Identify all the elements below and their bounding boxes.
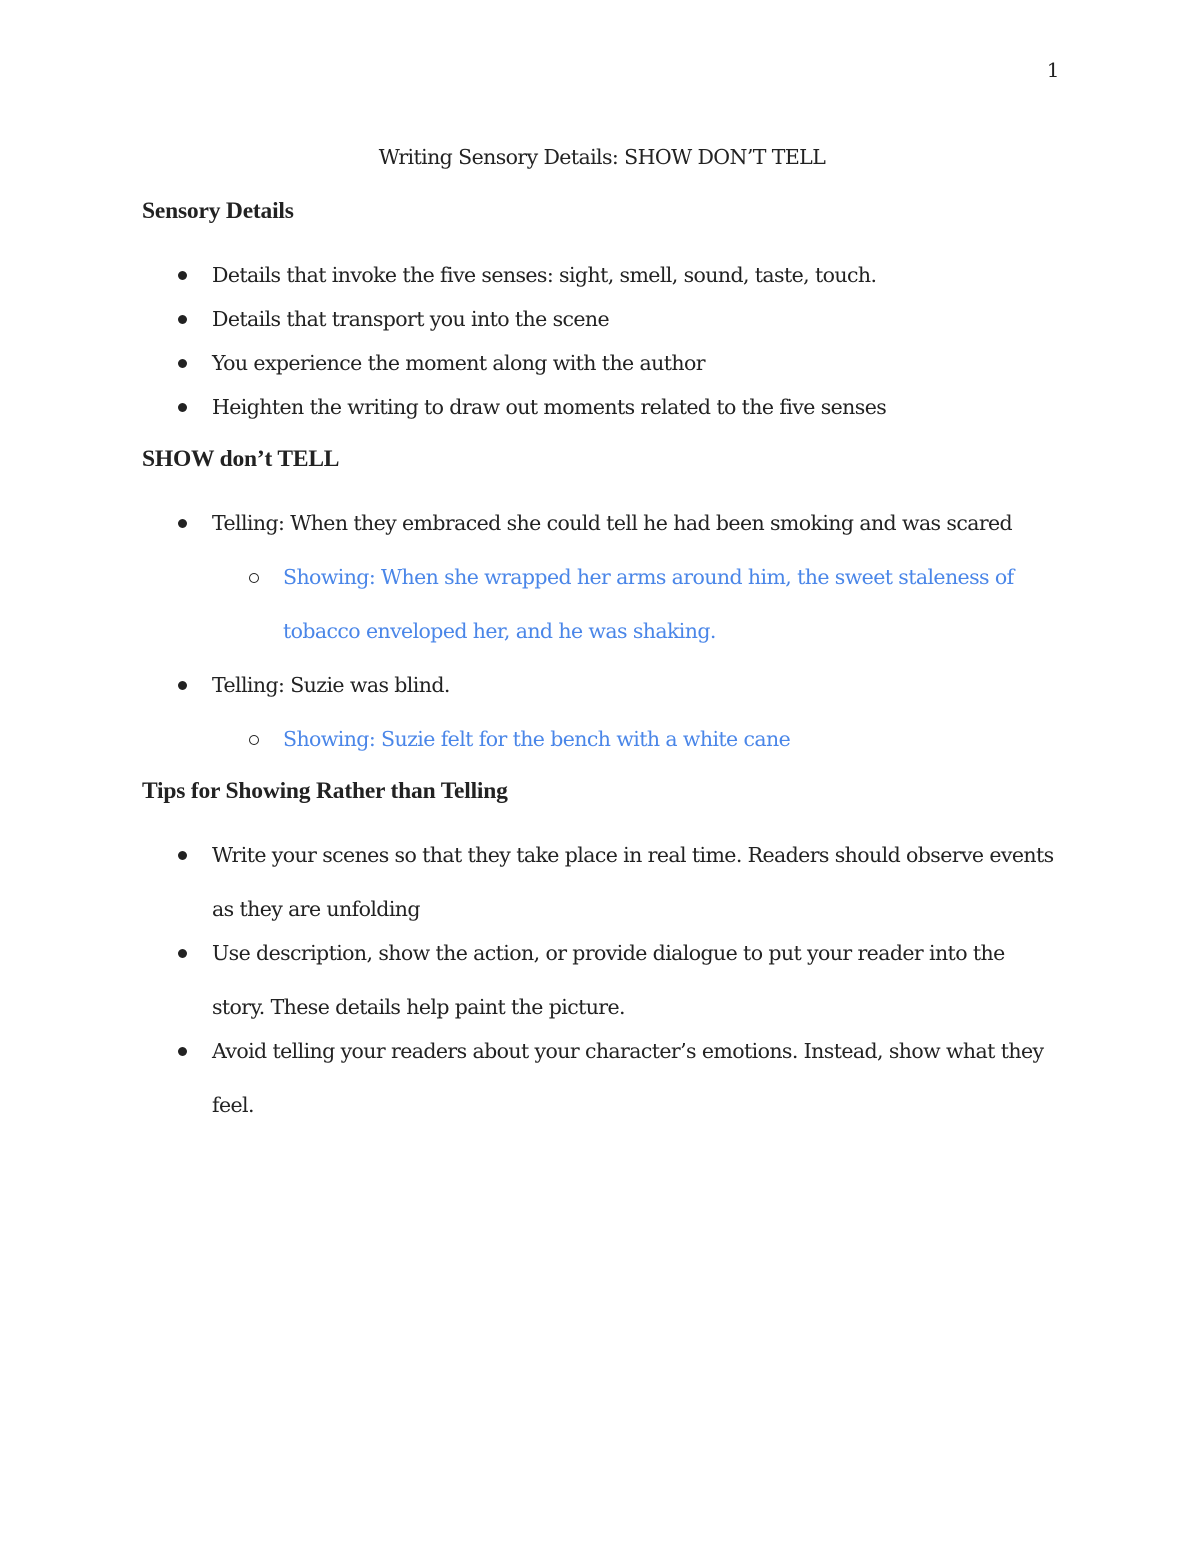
- bullet-circle-icon: [249, 735, 259, 745]
- list-item-text: Use description, show the action, or provide dialogue to put your reader into the story. These details help paint the picture.: [212, 941, 1005, 1019]
- bullet-list: [142, 828, 1062, 1132]
- list-item-text: You experience the moment along with the author: [212, 351, 705, 375]
- list-item: [142, 380, 1062, 434]
- bullet-disc-icon: [178, 1047, 187, 1056]
- bullet-disc-icon: [178, 403, 187, 412]
- section-heading: Sensory Details: [142, 198, 294, 224]
- bullet-disc-icon: [178, 949, 187, 958]
- section-show-dont-tell: [142, 442, 1062, 766]
- telling-example-text: Telling: When they embraced she could tell he had been smoking and was scared: [212, 511, 1013, 535]
- bullet-disc-icon: [178, 315, 187, 324]
- bullet-disc-icon: [178, 271, 187, 280]
- list-item-text: Details that invoke the five senses: sight, smell, sound, taste, touch.: [212, 263, 877, 287]
- bullet-list: [142, 248, 1062, 434]
- section-sensory-details: [142, 194, 1062, 434]
- list-item: [142, 496, 1062, 550]
- list-item: [142, 658, 1062, 712]
- bullet-disc-icon: [178, 851, 187, 860]
- sub-bullet-list: [142, 712, 1062, 766]
- section-heading: Tips for Showing Rather than Telling: [142, 778, 508, 804]
- sub-bullet-list: [142, 550, 1062, 658]
- page-number: 1: [1046, 58, 1059, 82]
- bullet-list: [142, 496, 1062, 550]
- bullet-disc-icon: [178, 681, 187, 690]
- list-item: [142, 828, 1062, 936]
- bullet-list: [142, 658, 1062, 712]
- document-title: Writing Sensory Details: SHOW DON’T TELL: [378, 145, 826, 169]
- bullet-disc-icon: [178, 359, 187, 368]
- section-tips: [142, 774, 1062, 1132]
- list-item-text: Write your scenes so that they take place in real time. Readers should observe events as they are unfolding: [212, 843, 1054, 921]
- list-item-text: Details that transport you into the scene: [212, 307, 610, 331]
- list-item-text: Avoid telling your readers about your character’s emotions. Instead, show what they feel.: [212, 1039, 1044, 1117]
- showing-example-text: Showing: Suzie felt for the bench with a white cane: [283, 727, 791, 751]
- list-item: [142, 926, 1062, 1034]
- sub-list-item: [212, 712, 1062, 766]
- document-body: [142, 140, 1062, 1140]
- showing-example-text: Showing: When she wrapped her arms around him, the sweet staleness of tobacco enveloped her, and he was shaking.: [283, 565, 1014, 643]
- list-item: [142, 1024, 1062, 1132]
- telling-example-text: Telling: Suzie was blind.: [212, 673, 450, 697]
- bullet-circle-icon: [249, 573, 259, 583]
- section-heading: SHOW don’t TELL: [142, 446, 340, 472]
- bullet-disc-icon: [178, 519, 187, 528]
- list-item-text: Heighten the writing to draw out moments related to the five senses: [212, 395, 887, 419]
- sub-list-item: [212, 550, 1062, 658]
